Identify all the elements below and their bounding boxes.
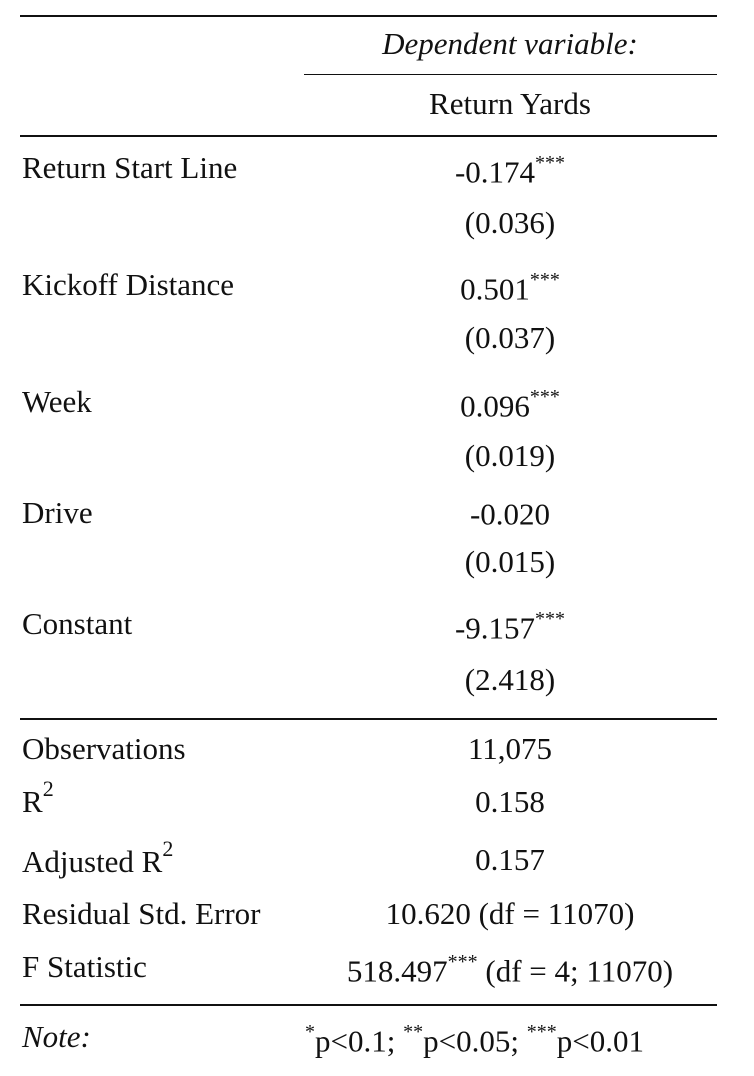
value-residual-std-error: 10.620 (df = 11070)	[385, 896, 635, 931]
top-rule	[20, 15, 717, 17]
row-label-r-squared: $R^2$	[22, 776, 54, 819]
estimate-kickoff-distance: 0.501***	[460, 269, 560, 307]
se-kickoff-distance: (0.037)	[464, 320, 556, 355]
significance-stars: ***	[535, 608, 566, 630]
estimate-constant: -9.157***	[454, 608, 566, 646]
estimate-week: 0.096***	[460, 386, 560, 424]
note-label: Note:	[22, 1019, 91, 1054]
row-label-adjusted-r-squared: Adjusted $R^2$	[22, 836, 174, 879]
row-label-observations: Observations	[22, 731, 186, 766]
estimate-drive: -0.020	[469, 496, 551, 532]
value-f-statistic: 518.497*** (df = 4; 11070)	[346, 951, 674, 989]
value-adjusted-r-squared: 0.157	[475, 842, 545, 877]
row-label-return-start-line: Return Start Line	[22, 150, 238, 185]
header-rule	[20, 135, 717, 137]
dependent-variable-label: Dependent variable:	[382, 26, 638, 61]
row-label-drive: Drive	[22, 495, 93, 530]
dependent-variable-name: Return Yards	[429, 86, 591, 121]
row-label-residual-std-error: Residual Std. Error	[22, 896, 261, 931]
statistics-bottom-rule	[20, 1004, 717, 1006]
significance-stars: ***	[535, 152, 566, 174]
significance-stars: ***	[447, 951, 478, 973]
significance-stars: ***	[529, 269, 560, 291]
dependent-variable-rule	[304, 74, 717, 75]
se-week: (0.019)	[464, 438, 556, 473]
row-label-f-statistic: F Statistic	[22, 949, 147, 984]
row-label-constant: Constant	[22, 606, 133, 641]
note-significance-legend: *p<0.1; **p<0.05; ***p<0.01	[305, 1021, 644, 1059]
value-r-squared: 0.158	[475, 784, 545, 819]
row-label-kickoff-distance: Kickoff Distance	[22, 267, 235, 302]
se-return-start-line: (0.036)	[464, 205, 556, 240]
se-drive: (0.015)	[464, 544, 556, 579]
coefficients-bottom-rule	[20, 718, 717, 720]
se-constant: (2.418)	[464, 662, 556, 697]
estimate-return-start-line: -0.174***	[454, 152, 566, 190]
significance-stars: ***	[529, 386, 560, 408]
value-observations: 11,075	[467, 731, 553, 766]
row-label-week: Week	[22, 384, 92, 419]
